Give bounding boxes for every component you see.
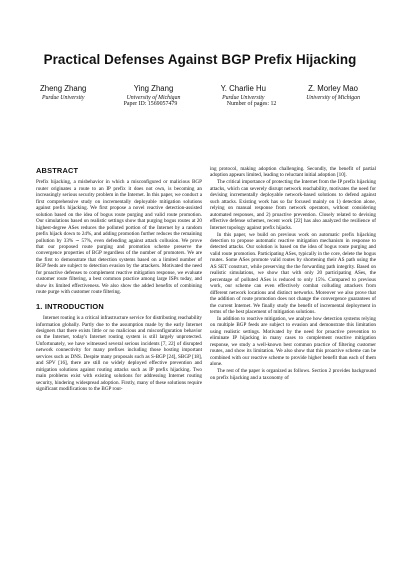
intro-paragraph: Internet routing is a critical infrastructure service for distributing reachability information globally. Partly due to the assumption made by the early Internet designers that there exists little or no malicious and misconfiguration behavior on the Internet, today's Internet routing system is still largely unprotected. Unfortunately, we have witnessed several serious incidents [7, 22] of disrupted network connectivity for many prefixes including those hosting important services such as DNS. Despite many proposals such as S-BGP [24], SBGP [18], and SPV [16], there are still no widely deployed effective prevention and mitigation solutions against routing attacks such as IP prefix hijacking. Two main problems exist with existing solutions for addressing Internet routing security, hindering widespread adoption. Firstly, many of these solutions require significant modifications to the BGP rout- <box>36 315 202 393</box>
author-name: Y. Charlie Hu <box>220 84 266 93</box>
author-affiliation: University of Michigan <box>306 95 360 101</box>
author-name: Zheng Zhang <box>40 84 87 93</box>
author-2 <box>127 84 181 101</box>
author-affiliation: University of Michigan <box>126 95 181 101</box>
body-paragraph: The rest of the paper is organized as follows. Section 2 provides background on prefix hijacking and a taxonomy of <box>210 368 376 381</box>
paper-id: Paper ID: 1569057479 <box>123 101 178 107</box>
right-column <box>210 166 376 381</box>
author-affiliation: Purdue University <box>41 95 85 101</box>
body-paragraph: In this paper, we build on previous work on automatic prefix hijacking detection to propose automatic reactive mitigation mechanism in response to detected attacks. Our solution is based on the idea of bogus route purging and valid route promotion. Participating ASes, typically in the core, delete the bogus routes. Some ASes promote valid routes by shortening their AS path using the AS SET construct, while preserving the the forwarding path integrity. Based on realistic simulations, we show that with only 20 participating ASes, the percentage of polluted ASes is reduced to only 15%. Compared to previous work, our scheme can even effectively combat colluding attackers from different network locations and distinct networks. Moreover we also prove that the addition of route promotion does not change the convergence guarantees of the current Internet. We finally study the benefit of incremental deployment in terms of the best placement of mitigation solutions. <box>210 231 376 315</box>
left-column <box>36 168 202 393</box>
body-paragraph: The critical importance of protecting the Internet from the IP prefix hijacking attacks, which can severely disrupt network reachability, motivates the need for devising incrementally deployable network-based solutions to defend against such attacks. Existing work has so far focused mainly on 1) detection alone, relying on manual response from network operators, without considering automated responses, and 2) proactive prevention. Closely related to devising effective defense schemes, recent work [22] has also analyzed the resilience of Internet topology against prefix hijacks. <box>210 179 376 231</box>
paper-title: Practical Defenses Against BGP Prefix Hijacking <box>43 52 357 67</box>
author-affiliation: Purdue University <box>222 95 265 101</box>
author-list <box>40 84 360 101</box>
body-paragraph: In addition to reactive mitigation, we analyze how detection systems relying on multiple BGP feeds are subject to evasion and demonstrate this limitation using realistic settings. Motivated by the need for proactive prevention to eliminate IP hijacking in many cases to complement reactive mitigation response, we study a well-known best common practice of filtering customer routes, and show its limitation. We also show that this proactive scheme can be combined with our reactive scheme to provide higher benefit than each of them alone. <box>210 315 376 368</box>
body-paragraph: ing protocol, making adoption challenging. Secondly, the benefit of partial adoption appears limited, leading to reluctant initial adoption [10]. <box>210 166 376 179</box>
author-name: Z. Morley Mao <box>308 84 358 93</box>
author-name: Ying Zhang <box>133 84 174 93</box>
paper-meta <box>0 101 400 107</box>
intro-heading: 1. INTRODUCTION <box>36 301 104 311</box>
page-count: Number of pages: 12 <box>226 101 277 107</box>
abstract-heading: ABSTRACT <box>36 166 79 175</box>
author-3 <box>221 84 266 101</box>
author-1 <box>40 84 86 101</box>
abstract-text: Prefix hijacking, a misbehavior in which a misconfigured or malicious BGP router originates a route to an IP prefix it does not own, is becoming an increasingly serious security problem in the Internet. In this paper, we conduct a first comprehensive study on incrementally deployable mitigation solutions against prefix hijacking. We first propose a novel reactive detection-assisted solution based on the idea of bogus route purging and valid route promotion. Our simulations based on realistic settings show that purging bogus routes at 20 highest-degree ASes reduces the polluted portion of the Internet by a random prefix hijack down to 24%, and adding promotion further reduces the remaining pollution by 33% ∼ 57%, even defending against attack collusion. We prove that our proposed route purging and promotion scheme preserve the convergence properties of BGP regardless of the number of promoters. We are the first to demonstrate that detection systems based on a limited number of BGP feeds are subject to detection evasion by the attackers. Motivated the need for proactive defenses to complement reactive mitigation response, we evaluate customer route filtering, a best common practice among large ISPs today, and show its limited effectiveness. We also show the added benefits of combining route purge with customer route filtering. <box>36 179 202 296</box>
author-4 <box>306 84 360 101</box>
